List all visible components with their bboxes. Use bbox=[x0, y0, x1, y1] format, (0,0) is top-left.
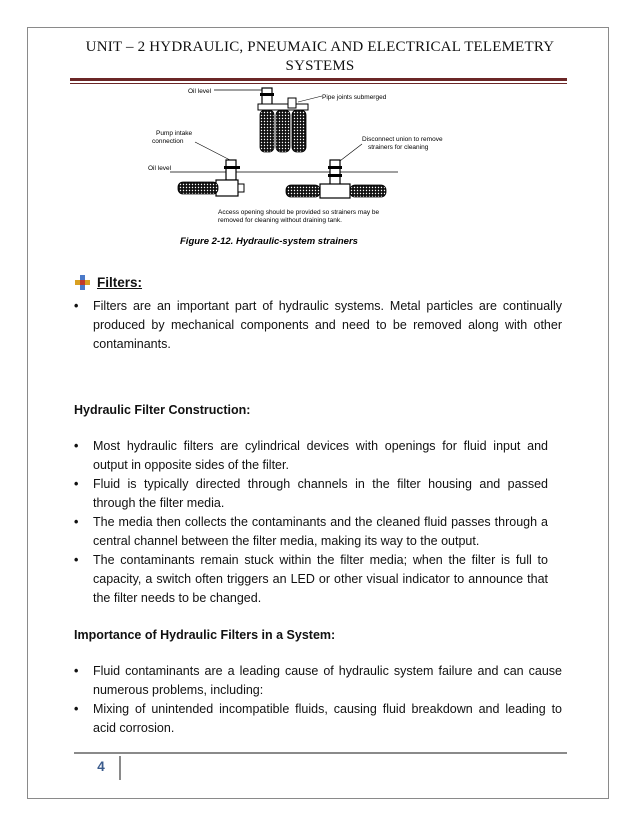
construction-heading: Hydraulic Filter Construction: bbox=[74, 403, 251, 417]
filters-heading-text: Filters: bbox=[97, 275, 143, 290]
list-item bbox=[74, 662, 562, 700]
list-item bbox=[74, 297, 562, 354]
label-disconnect-2: strainers for cleaning bbox=[368, 144, 429, 151]
strainer-element bbox=[286, 185, 320, 197]
list-item-text: Filters are an important part of hydraulic systems. Metal particles are continually produced by mechanical components and need to be removed along with other contaminants. bbox=[93, 299, 562, 351]
list-item-text: Mixing of unintended incompatible fluids, causing fluid breakdown and leading to acid corrosion. bbox=[93, 702, 562, 735]
list-item-text: Most hydraulic filters are cylindrical devices with openings for fluid input and output in opposite sides of the filter. bbox=[93, 439, 548, 472]
bullet-dot: • bbox=[74, 702, 79, 716]
construction-list bbox=[74, 437, 548, 608]
bullet-dot: • bbox=[74, 477, 79, 491]
list-item bbox=[74, 437, 548, 475]
bullet-dot: • bbox=[74, 553, 79, 567]
bullet-dot: • bbox=[74, 439, 79, 453]
vertical-strainer-assembly bbox=[258, 88, 308, 152]
list-item-text: Fluid is typically directed through channels in the filter housing and passed through the filter media. bbox=[93, 477, 548, 510]
right-tee-strainer bbox=[286, 160, 386, 198]
strainer-element bbox=[350, 185, 386, 197]
page-number-divider bbox=[119, 756, 121, 780]
footer-rule bbox=[74, 752, 567, 754]
figure-caption: Figure 2-12. Hydraulic-system strainers bbox=[180, 236, 358, 247]
list-item-text: The contaminants remain stuck within the filter media; when the filter is full to capacity, a switch often triggers an LED or other visual indicator to announce that the filter needs to be changed. bbox=[93, 553, 548, 605]
label-pump-intake-2: connection bbox=[152, 138, 184, 145]
bullet-dot: • bbox=[74, 515, 79, 529]
header-rule-thick bbox=[70, 78, 567, 81]
label-pump-intake-1: Pump intake bbox=[156, 130, 193, 137]
list-item-text: The media then collects the contaminants and the cleaned fluid passes through a central channel between the filter media, making its way to the output. bbox=[93, 515, 548, 548]
header-title-line1: UNIT – 2 HYDRAULIC, PNEUMAIC AND ELECTRICAL TELEMETRY bbox=[85, 39, 555, 55]
strainer-element bbox=[292, 110, 306, 152]
list-item bbox=[74, 513, 548, 551]
list-item bbox=[74, 475, 548, 513]
importance-list bbox=[74, 662, 562, 738]
list-item bbox=[74, 700, 562, 738]
label-access-1: Access opening should be provided so strainers may be bbox=[218, 209, 380, 216]
strainer-element bbox=[260, 110, 274, 152]
filters-heading bbox=[74, 273, 142, 292]
strainer-element bbox=[178, 182, 218, 194]
bullet-diamond-icon bbox=[74, 275, 91, 290]
page-number: 4 bbox=[97, 759, 105, 774]
importance-heading: Importance of Hydraulic Filters in a System: bbox=[74, 628, 336, 642]
label-disconnect-1: Disconnect union to remove bbox=[362, 136, 443, 143]
label-oil-level-mid: Oil level bbox=[148, 165, 172, 172]
header-title-line2: SYSTEMS bbox=[285, 58, 355, 74]
strainer-element bbox=[276, 110, 290, 152]
left-horizontal-strainer bbox=[178, 160, 244, 196]
list-item-text: Fluid contaminants are a leading cause of hydraulic system failure and can cause numerous problems, including: bbox=[93, 664, 562, 697]
list-item bbox=[74, 551, 548, 608]
page-header bbox=[60, 38, 580, 76]
label-pipe-joints: Pipe joints submerged bbox=[322, 94, 387, 101]
label-access-2: removed for cleaning without draining tank. bbox=[218, 217, 342, 224]
bullet-dot: • bbox=[74, 664, 79, 678]
label-oil-level-top: Oil level bbox=[188, 88, 212, 95]
bullet-dot: • bbox=[74, 299, 79, 313]
hydraulic-strainers-figure bbox=[140, 84, 460, 254]
filters-list bbox=[74, 297, 562, 354]
